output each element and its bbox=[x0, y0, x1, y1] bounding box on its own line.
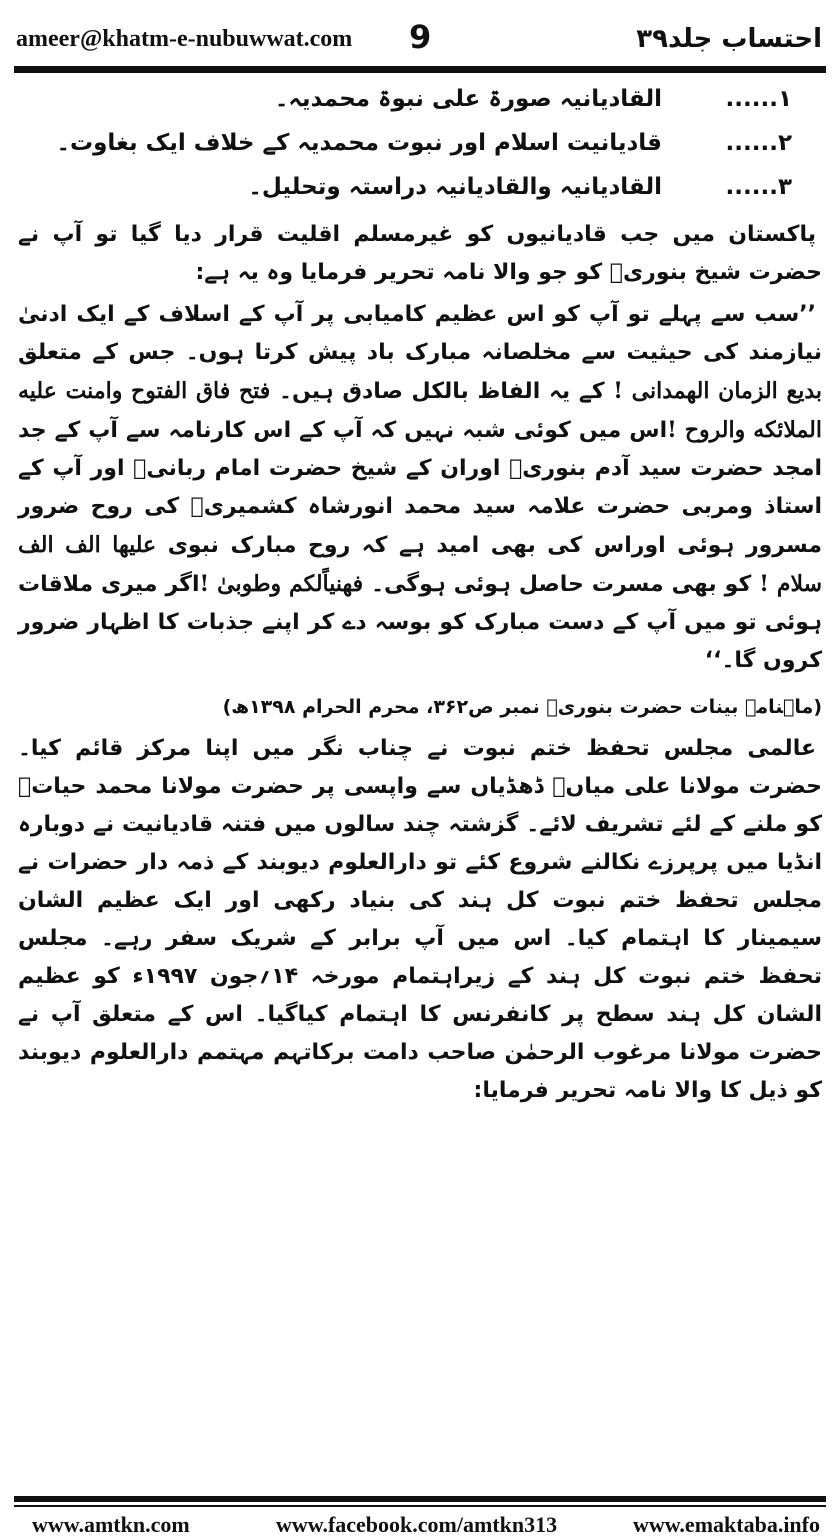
quote-text: کو بھی مسرت حاصل ہوئی ہوگی۔ bbox=[363, 572, 760, 597]
page-footer bbox=[14, 1508, 826, 1538]
quote-text: کے یہ الفاظ بالکل صادق ہیں۔ bbox=[270, 379, 614, 404]
list-text: قادیانیت اسلام اور نبوت محمدیہ کے خلاف ایک بغاوت۔ bbox=[56, 130, 662, 156]
arabic-phrase: فهنیاًلکم وطوبیٰ ! bbox=[199, 571, 364, 597]
header-email: ameer@khatm-e-nubuwwat.com bbox=[16, 26, 353, 52]
page-body bbox=[18, 80, 822, 1110]
page-header bbox=[14, 14, 826, 66]
quote-text: اگر میری ملاقات ہوئی تو میں آپ کے دست مبارک کو بوسہ دے کر اپنے جذبات کا اظہار ضرور کروں گا۔‘‘ bbox=[18, 572, 822, 673]
quote-text: ’’سب سے پہلے تو آپ کو اس عظیم کامیابی پر آپ کے اسلاف کے ایک ادنیٰ نیازمند کی حیثیت سے مخلصانہ مبارک باد پیش کرتا ہوں۔ جس کے متعلق bbox=[18, 302, 822, 365]
history-paragraph: عالمی مجلس تحفظ ختم نبوت نے چناب نگر میں اپنا مرکز قائم کیا۔ حضرت مولانا علی میاںؒ ڈھڈیاں سے واپسی پر حضرت مولانا محمد حیاتؒ کو ملنے کے لئے تشریف لائے۔ گزشتہ چند سالوں میں فتنہ قادیانیت نے دوبارہ انڈیا میں پرپرزے نکالنے شروع کئے تو دارالعلوم دیوبند کے ذمہ دار حضرات نے مجلس تحفظ ختم نبوت کل ہند کی بنیاد رکھی اور ایک عظیم الشان سیمینار کا اہتمام کیا۔ اس میں آپ برابر کے شریک سفر رہے۔ مجلس تحفظ ختم نبوت کل ہند کے زیراہتمام مورخہ ۱۴؍جون ۱۹۹۷ء کو عظیم الشان کل ہند سطح پر کانفرنس کا اہتمام کیاگیا۔ اس کے متعلق آپ نے حضرت مولانا مرغوب الرحمٰن صاحب دامت برکاتہم مہتمم دارالعلوم دیوبند کو ذیل کا والا نامہ تحریر فرمایا: bbox=[18, 736, 823, 1103]
header-divider bbox=[14, 66, 826, 73]
letter-quote bbox=[18, 296, 822, 680]
list-text: القادیانیہ والقادیانیہ دراستہ وتحلیل۔ bbox=[248, 174, 662, 200]
citation: (ماہنامہ بینات حضرت بنوریؒ نمبر ص۳۶۲، محرم الحرام ۱۳۹۸ھ) bbox=[222, 696, 822, 718]
book-title: احتساب جلد۳۹ bbox=[636, 24, 822, 54]
footer-divider bbox=[14, 1496, 826, 1502]
list-item bbox=[18, 80, 822, 124]
footer-link-amtkn[interactable]: www.amtkn.com bbox=[32, 1512, 190, 1537]
list-number: ۱...... bbox=[725, 86, 792, 112]
list-number: ۳...... bbox=[725, 174, 792, 200]
book-list bbox=[18, 80, 822, 212]
intro-paragraph: پاکستان میں جب قادیانیوں کو غیرمسلم اقلیت قرار دیا گیا تو آپ نے حضرت شیخ بنوریؒ کو جو والا نامہ تحریر فرمایا وہ یہ ہے: bbox=[18, 222, 822, 285]
quote-text: اس میں کوئی شبہ نہیں کہ آپ کے اس کارنامہ سے آپ کے جد امجد حضرت سید آدم بنوریؒ اوران کے شیخ حضرت امام ربانیؒ اور آپ کے استاذ ومربی حضرت علامہ سید محمد انورشاہ کشمیریؒ کی روح ضرور مسرور ہوئی اوراس کی بھی امید ہے کہ روح مبارک نبوی bbox=[18, 418, 822, 558]
footer-link-emaktaba[interactable]: www.emaktaba.info bbox=[632, 1512, 820, 1537]
footer-link-facebook[interactable]: www.facebook.com/amtkn313 bbox=[276, 1512, 558, 1537]
arabic-phrase: بدیع الزمان الهمدانی ! bbox=[613, 378, 823, 404]
list-text: القادیانیہ صورۃ علی نبوۃ محمدیہ۔ bbox=[274, 86, 662, 112]
page-number: 9 bbox=[409, 18, 432, 56]
arabic-phrase: علیها الف الف سلام ! bbox=[18, 532, 823, 597]
footer-divider-thin bbox=[14, 1505, 826, 1507]
list-item bbox=[18, 168, 822, 212]
list-item bbox=[18, 124, 822, 168]
list-number: ۲...... bbox=[725, 130, 792, 156]
arabic-phrase: فتح فاق الفتوح وامنت علیه الملائکه والروح ! bbox=[18, 378, 822, 443]
